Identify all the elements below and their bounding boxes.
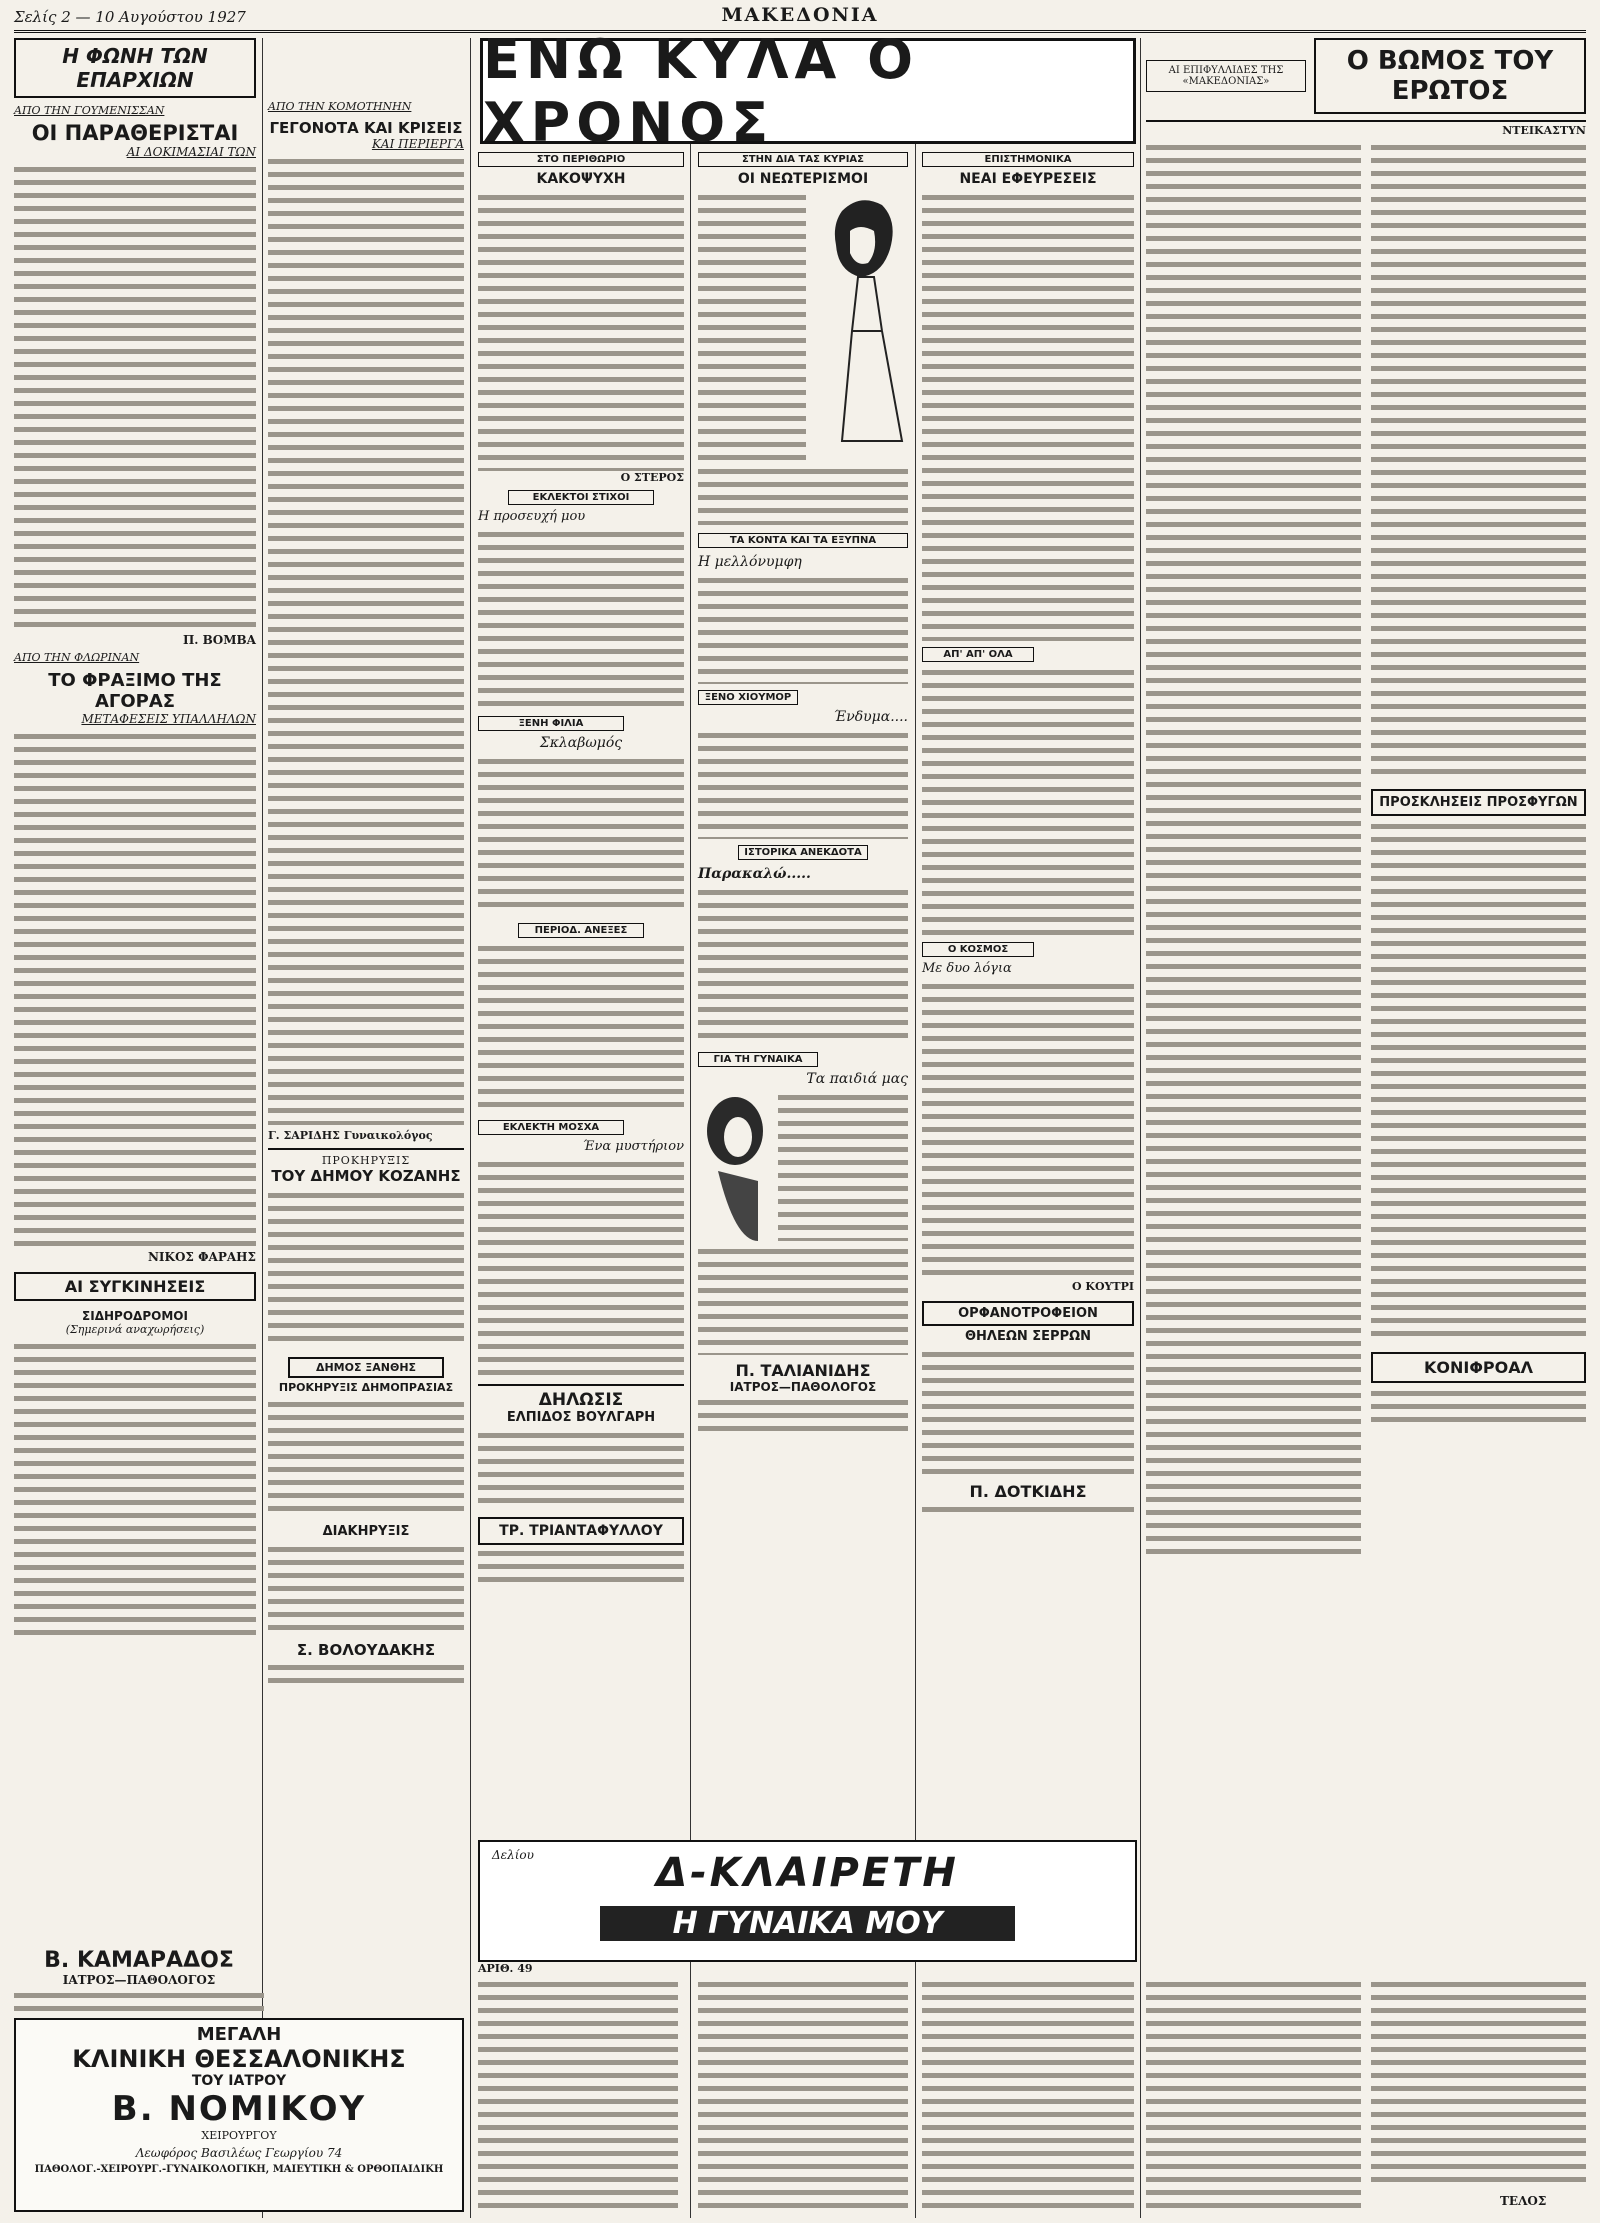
clinic-ad bbox=[14, 2018, 464, 2212]
fashion-block bbox=[698, 191, 908, 461]
clinic-specialties: ΠΑΘΟΛΟΓ.-ΧΕΙΡΟΥΡΓ.-ΓΥΝΑΙΚΟΛΟΓΙΚΗ, ΜΑΙΕΥΤΙΚΗ & ΟΡΘΟΠΑΙΔΙΚΗ bbox=[34, 2164, 444, 2175]
ad-name: Β. ΚΑΜΑΡΑΔΟΣ bbox=[44, 1948, 234, 1973]
serial-text bbox=[1146, 141, 1586, 1561]
article-subtitle: ΚΑΙ ΠΕΡΙΕΡΓΑ bbox=[371, 137, 464, 151]
article-title: ΓΕΓΟΝΟΤΑ ΚΑΙ ΚΡΙΣΕΙΣ bbox=[269, 119, 463, 137]
article-body bbox=[14, 730, 256, 1250]
section-header: Η ΦΩΝΗ ΤΩΝ ΕΠΑΡΧΙΩΝ bbox=[14, 38, 256, 98]
clinic-line: ΧΕΙΡΟΥΡΓΟΥ bbox=[201, 2129, 277, 2142]
serial-title: Ο ΒΩΜΟΣ ΤΟΥ ΕΡΩΤΟΣ bbox=[1314, 38, 1586, 114]
doctor-ad bbox=[14, 1948, 264, 2015]
clinic-line: ΜΕΓΑΛΗ bbox=[196, 2024, 282, 2045]
notice-kicker: ΠΡΟΚΗΡΥΞΙΣ bbox=[321, 1154, 411, 1167]
column-1 bbox=[14, 38, 256, 1640]
notice-body bbox=[268, 1543, 464, 1633]
serial-body-right bbox=[1371, 141, 1586, 781]
section-band: ΕΚΛΕΚΤΗ ΜΟΣΧΑ bbox=[478, 1120, 624, 1135]
ad-title: ΔΗΛΩΣΙΣ bbox=[538, 1390, 624, 1410]
notice-subtitle: ΠΡΟΚΗΡΥΞΙΣ ΔΗΜΟΠΡΑΣΙΑΣ bbox=[278, 1381, 454, 1394]
ad-text: Γ. ΣΑΡΙΔΗΣ Γυναικολόγος bbox=[268, 1129, 433, 1142]
notice-title: ΔΙΑΚΗΡΥΞΙΣ bbox=[322, 1524, 410, 1539]
masthead-title: ΜΑΚΕΔΟΝΙΑ bbox=[721, 4, 879, 26]
notice-title: ΟΡΦΑΝΟΤΡΟΦΕΙΟΝ bbox=[922, 1301, 1134, 1326]
article-body bbox=[698, 191, 806, 461]
ad-body bbox=[478, 1547, 684, 1587]
film-body-2 bbox=[698, 1978, 908, 2208]
notice-body bbox=[1371, 820, 1586, 1340]
article-signature: ΝΙΚΟΣ ΦΑΡΑΗΣ bbox=[147, 1250, 256, 1264]
section-band: ΞΕΝΟ ΧΙΟΥΜΟΡ bbox=[698, 690, 798, 705]
article-title: ΝΕΑΙ ΕΦΕΥΡΕΣΕΙΣ bbox=[959, 171, 1097, 187]
article-signature: Ο ΣΤΕΡΟΣ bbox=[620, 471, 684, 484]
article-signature: Π. ΒΟΜΒΑ bbox=[182, 633, 256, 647]
article-signature: Ο ΚΟΥΤΡΙ bbox=[1071, 1280, 1134, 1293]
poem-body bbox=[478, 528, 684, 708]
serial-right bbox=[1371, 141, 1586, 1561]
article-body bbox=[922, 980, 1134, 1280]
feature-banner bbox=[480, 28, 1136, 154]
notice-title: ΠΡΟΣΚΛΗΣΕΙΣ ΠΡΟΣΦΥΓΩΝ bbox=[1371, 789, 1586, 816]
article-body bbox=[478, 191, 684, 471]
serial-body-left bbox=[1146, 141, 1361, 1561]
article-title: Με δυο λόγια bbox=[922, 961, 1012, 976]
article-title: Τα παιδιά μας bbox=[806, 1071, 908, 1087]
section-band: ΠΕΡΙΟΔ. ΑΝΕΞΕΣ bbox=[518, 923, 644, 938]
article-body bbox=[922, 191, 1134, 641]
notice-body bbox=[268, 1189, 464, 1349]
woman-illustration bbox=[812, 191, 908, 451]
ad-role: ΙΑΤΡΟΣ—ΠΑΘΟΛΟΓΟΣ bbox=[729, 1380, 877, 1394]
article-body bbox=[698, 886, 908, 1046]
end-mark: ΤΕΛΟΣ bbox=[1500, 2194, 1547, 2208]
ad-role: ΙΑΤΡΟΣ—ΠΑΘΟΛΟΓΟΣ bbox=[62, 1973, 216, 1987]
article-body bbox=[14, 163, 256, 633]
section-band: ΕΚΛΕΚΤΟΙ ΣΤΙΧΟΙ bbox=[508, 490, 654, 505]
article-body bbox=[922, 666, 1134, 936]
column-rule bbox=[262, 38, 263, 2218]
serial-kicker: ΑΙ ΕΠΙΦΥΛΛΙΔΕΣ ΤΗΣ «ΜΑΚΕΔΟΝΙΑΣ» bbox=[1146, 60, 1306, 92]
notice-subtitle: ΘΗΛΕΩΝ ΣΕΡΡΩΝ bbox=[964, 1329, 1092, 1344]
banner-title: ΕΝΩ ΚΥΛΑ Ο ΧΡΟΝΟΣ bbox=[483, 28, 920, 154]
article-kicker: ΑΠΟ ΤΗΝ ΚΟΜΟΤΗΝΗΝ bbox=[268, 100, 412, 113]
article-body bbox=[778, 1091, 908, 1241]
section-band: ΙΣΤΟΡΙΚΑ ΑΝΕΚΔΟΤΑ bbox=[738, 845, 868, 860]
article-title: ΤΟ ΦΡΑΞΙΜΟ ΤΗΣ ΑΓΟΡΑΣ bbox=[48, 670, 222, 712]
film-body-3 bbox=[922, 1978, 1134, 2208]
column-rule bbox=[470, 38, 471, 2218]
section-band: ΓΙΑ ΤΗ ΓΥΝΑΙΚΑ bbox=[698, 1052, 818, 1067]
article-body bbox=[478, 942, 684, 1112]
clinic-name: ΚΛΙΝΙΚΗ ΘΕΣΣΑΛΟΝΙΚΗΣ bbox=[72, 2045, 406, 2073]
section-band: ΑΠ' ΑΠ' ΟΛΑ bbox=[922, 647, 1034, 662]
film-title: Δ-ΚΛΑΙΡΕΤΗ bbox=[656, 1850, 959, 1896]
lady-illustration bbox=[698, 1091, 772, 1241]
film-body-5 bbox=[1371, 1978, 1586, 2188]
column-3 bbox=[478, 152, 684, 1587]
article-title: ΟΙ ΠΑΡΑΘΕΡΙΣΤΑΙ bbox=[31, 121, 239, 145]
article-body bbox=[698, 1245, 908, 1355]
ad-name: Π. ΤΑΛΙΑΝΙΔΗΣ bbox=[735, 1361, 871, 1380]
clinic-doctor: Β. ΝΟΜΙΚΟΥ bbox=[111, 2089, 367, 2129]
article-subtitle: ΑΙ ΔΟΚΙΜΑΣΙΑΙ ΤΩΝ bbox=[126, 145, 256, 159]
notice-body bbox=[922, 1348, 1134, 1478]
rail-timetable bbox=[14, 1340, 256, 1640]
section-band: ΕΠΙΣΤΗΜΟΝΙΚΑ bbox=[922, 152, 1134, 167]
notice-body bbox=[268, 1398, 464, 1518]
serial-column bbox=[1146, 38, 1586, 1561]
ad-title: ΤΡ. ΤΡΙΑΝΤΑΦΥΛΛΟΥ bbox=[478, 1517, 684, 1545]
divider bbox=[268, 1148, 464, 1150]
article-body bbox=[698, 574, 908, 684]
article-body bbox=[698, 465, 908, 525]
clinic-line: ΤΟΥ ΙΑΤΡΟΥ bbox=[191, 2073, 287, 2089]
ad-body bbox=[14, 1989, 264, 2015]
article-body bbox=[698, 729, 908, 839]
column-4 bbox=[698, 152, 908, 1436]
notice-title: ΤΟΥ ΔΗΜΟΥ ΚΟΖΑΝΗΣ bbox=[271, 1167, 461, 1185]
children-block bbox=[698, 1091, 908, 1241]
clinic-address: Λεωφόρος Βασιλέως Γεωργίου 74 bbox=[135, 2146, 343, 2160]
serial-author: ΝΤΕΙΚΑΣΤΥΝ bbox=[1502, 124, 1586, 137]
article-body bbox=[268, 155, 464, 1125]
section-band: ΤΑ ΚΟΝΤΑ ΚΑΙ ΤΑ ΕΞΥΠΝΑ bbox=[698, 533, 908, 548]
section-band: ΣΤΟ ΠΕΡΙΘΩΡΙΟ bbox=[478, 152, 684, 167]
rail-title: ΣΙΔΗΡΟΔΡΟΜΟΙ bbox=[82, 1309, 188, 1323]
poem-title: Σκλαβωμός bbox=[539, 735, 623, 751]
film-from: Δελίου bbox=[492, 1848, 534, 1862]
film-banner bbox=[478, 1840, 1137, 1962]
section-band: ΞΕΝΗ ΦΙΛΙΑ bbox=[478, 716, 624, 731]
ad-name: Π. ΔΟΤΚΙΔΗΣ bbox=[969, 1482, 1087, 1501]
article-subtitle: ΜΕΤΑΦΕΣΕΙΣ ΥΠΑΛΛΗΛΩΝ bbox=[81, 712, 256, 726]
article-title: ΚΑΚΟΨΥΧΗ bbox=[536, 171, 626, 187]
section-band: ΣΤΗΝ ΔΙΑ ΤΑΣ ΚΥΡΙΑΣ bbox=[698, 152, 908, 167]
divider bbox=[478, 1384, 684, 1386]
ad-body bbox=[268, 1661, 464, 1687]
film-body-1 bbox=[478, 1978, 678, 2208]
film-subtitle: Η ΓΥΝΑΙΚΑ ΜΟΥ bbox=[600, 1906, 1015, 1941]
rail-subtitle: (Σημερινά αναχωρήσεις) bbox=[65, 1323, 205, 1336]
ad-title: ΚΟΝΙΦΡΟΑΛ bbox=[1371, 1352, 1586, 1383]
serial-header bbox=[1146, 38, 1586, 122]
poem-body bbox=[478, 755, 684, 915]
film-body-4 bbox=[1146, 1978, 1361, 2208]
ad-name: Σ. ΒΟΛΟΥΔΑΚΗΣ bbox=[296, 1641, 436, 1659]
article-title: Παρακαλώ..... bbox=[698, 866, 811, 882]
column-2 bbox=[268, 38, 464, 1687]
ad-body bbox=[1371, 1387, 1586, 1427]
notice-title: ΔΗΜΟΣ ΞΑΝΘΗΣ bbox=[288, 1357, 444, 1378]
article-title: ΟΙ ΝΕΩΤΕΡΙΣΜΟΙ bbox=[737, 171, 869, 187]
poem-title: Ένα μυστήριον bbox=[582, 1139, 684, 1154]
ad-body bbox=[922, 1503, 1134, 1517]
article-title: Η μελλόνυμφη bbox=[698, 554, 802, 570]
serial-number: ΑΡΙΘ. 49 bbox=[478, 1962, 533, 1975]
article-kicker: ΑΠΟ ΤΗΝ ΦΛΩΡΙΝΑΝ bbox=[14, 651, 140, 664]
poem-title: Η προσευχή μου bbox=[478, 509, 586, 524]
condolence-header: ΑΙ ΣΥΓΚΙΝΗΣΕΙΣ bbox=[14, 1272, 256, 1301]
article-kicker: ΑΠΟ ΤΗΝ ΓΟΥΜΕΝΙΣΣΑΝ bbox=[14, 104, 165, 117]
masthead-date: Σελίς 2 — 10 Αυγούστου 1927 bbox=[14, 8, 246, 26]
article-title: Ένδυμα.... bbox=[833, 709, 908, 725]
ad-body bbox=[478, 1429, 684, 1509]
poem-body bbox=[478, 1158, 684, 1378]
ad-subtitle: ΕΛΠΙΔΟΣ ΒΟΥΛΓΑΡΗ bbox=[506, 1410, 656, 1425]
section-band: Ο ΚΟΣΜΟΣ bbox=[922, 942, 1034, 957]
column-5 bbox=[922, 152, 1134, 1517]
ad-body bbox=[698, 1396, 908, 1436]
column-rule bbox=[1140, 38, 1141, 2218]
